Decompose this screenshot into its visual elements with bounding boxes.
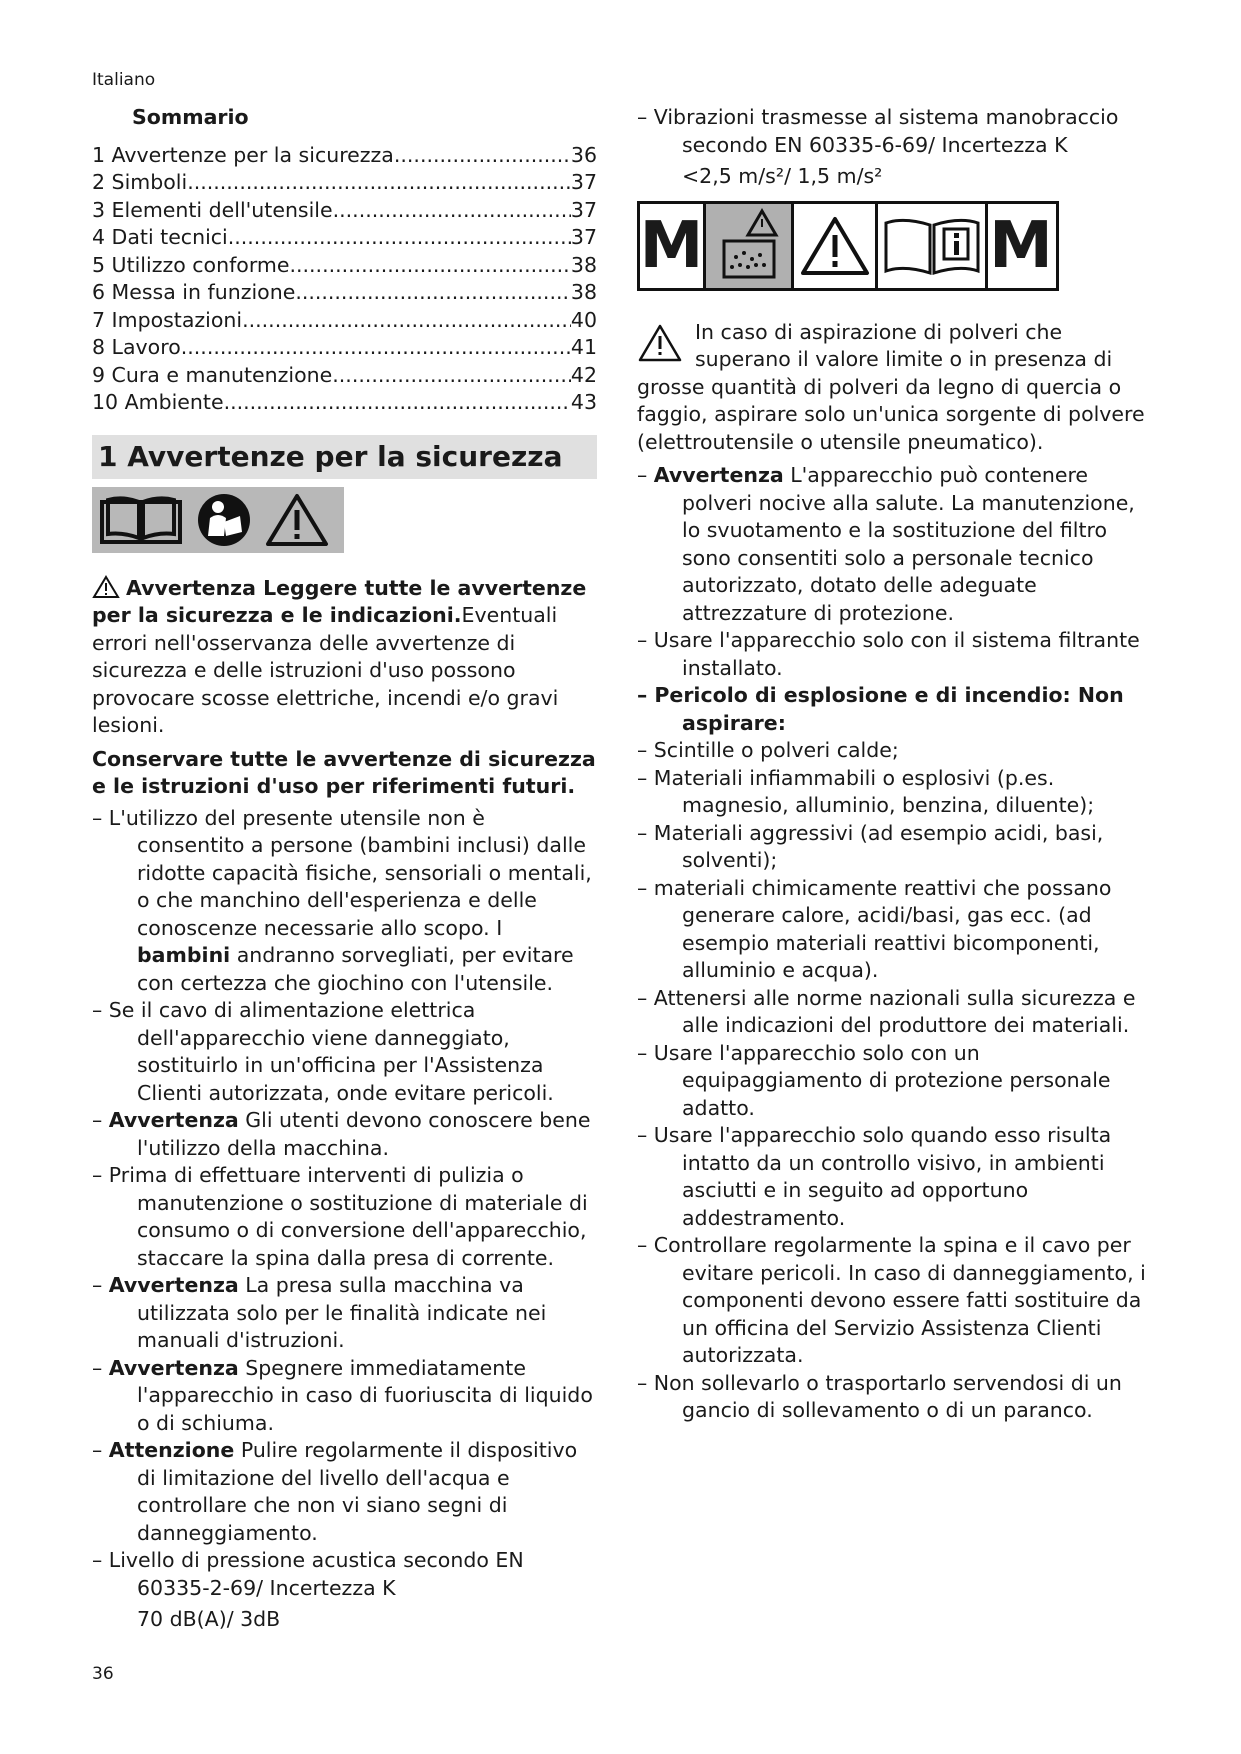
warning-triangle-icon bbox=[264, 492, 330, 548]
read-manual-icon bbox=[196, 492, 252, 548]
dust-hazard-icon bbox=[710, 207, 788, 285]
dust-hazard-symbol bbox=[706, 204, 794, 288]
language-label: Italiano bbox=[92, 70, 156, 90]
list-item: – Attenzione Pulire regolarmente il dispositivo di limitazione del livello dell'acqua e controllare che non vi siano segni di danneggiamento. bbox=[92, 1437, 597, 1547]
toc-item[interactable]: 6 Messa in funzione ..... 38 bbox=[92, 279, 597, 307]
right-column bbox=[637, 104, 1149, 1425]
general-warning: Avvertenza Leggere tutte le avvertenze per la sicurezza e le indicazioni.Eventuali errori nell'osservanza delle avvertenze di sicurezza e delle istruzioni d'uso possono provocare scosse elettriche, incendi e/o gravi lesioni. bbox=[92, 575, 587, 737]
list-item: – Livello di pressione acustica secondo EN 60335-2-69/ Incertezza K 70 dB(A)/ 3dB bbox=[92, 1547, 597, 1634]
list-item: – Avvertenza Spegnere immediatamente l'apparecchio in caso di fuoriuscita di liquido o di schiuma. bbox=[92, 1355, 597, 1438]
vibration-value: <2,5 m/s²/ 1,5 m/s² bbox=[682, 164, 883, 188]
list-item: – Avvertenza L'apparecchio può contenere polveri nocive alla salute. La manutenzione, lo svuotamento e la sostituzione del filtro sono consentiti solo a personale tecnico autorizzato, dotato delle adeguate attrezzature di protezione. bbox=[637, 462, 1149, 627]
toc-item[interactable]: 10 Ambiente ..... 43 bbox=[92, 389, 597, 417]
page-number: 36 bbox=[92, 1664, 114, 1684]
toc-item[interactable]: 5 Utilizzo conforme ..... 38 bbox=[92, 252, 597, 280]
safety-icons-panel bbox=[92, 487, 344, 553]
list-item: – Avvertenza La presa sulla macchina va utilizzata solo per le finalità indicate nei manuali d'istruzioni. bbox=[92, 1272, 597, 1355]
left-column bbox=[92, 104, 597, 1634]
manual-info-icon bbox=[882, 213, 982, 279]
warning-symbol bbox=[794, 204, 878, 288]
list-item: – Avvertenza Gli utenti devono conoscere bene l'utilizzo della macchina. bbox=[92, 1107, 597, 1162]
list-item: – Non sollevarlo o trasportarlo servendosi di un gancio di sollevamento o di un paranco. bbox=[637, 1370, 1149, 1425]
sound-pressure-value: 70 dB(A)/ 3dB bbox=[137, 1607, 281, 1631]
vibration-list bbox=[637, 104, 1149, 191]
list-item: – Usare l'apparecchio solo quando esso risulta intatto da un controllo visivo, in ambienti asciutti e in seguito ad opportuno addestramento. bbox=[637, 1122, 1149, 1232]
toc-item[interactable]: 4 Dati tecnici ..... 37 bbox=[92, 224, 597, 252]
toc-item[interactable]: 1 Avvertenze per la sicurezza ..... 36 bbox=[92, 142, 597, 170]
toc-title: Sommario bbox=[132, 105, 249, 129]
toc-item[interactable]: 8 Lavoro ..... 41 bbox=[92, 334, 597, 362]
toc-item[interactable]: 3 Elementi dell'utensile ..... 37 bbox=[92, 197, 597, 225]
left-safety-list bbox=[92, 805, 597, 1634]
right-safety-list bbox=[637, 462, 1149, 1425]
toc-item[interactable]: 7 Impostazioni ..... 40 bbox=[92, 307, 597, 335]
list-item: – materiali chimicamente reattivi che possano generare calore, acidi/basi, gas ecc. (ad esempio materiali reattivi bicomponenti, alluminio e acqua). bbox=[637, 875, 1149, 985]
list-item: – Pericolo di esplosione e di incendio: Non aspirare: bbox=[637, 682, 1149, 737]
toc-item[interactable]: 2 Simboli ..... 37 bbox=[92, 169, 597, 197]
dust-class-m-left: M bbox=[640, 204, 706, 288]
list-item: – Prima di effettuare interventi di pulizia o manutenzione o sostituzione di materiale di consumo o di conversione dell'apparecchio, staccare la spina dalla presa di corrente. bbox=[92, 1162, 597, 1272]
list-item: – Controllare regolarmente la spina e il cavo per evitare pericoli. In caso di danneggiamento, i componenti devono essere fatti sostituire da un officina del Servizio Assistenza Clienti autorizzata. bbox=[637, 1232, 1149, 1370]
keep-instructions-note: Conservare tutte le avvertenze di sicurezza e le istruzioni d'uso per riferimenti futuri. bbox=[92, 746, 596, 798]
warning-icon bbox=[92, 575, 120, 599]
list-item: – Vibrazioni trasmesse al sistema manobraccio secondo EN 60335-6-69/ Incertezza K <2,5 m/s²/ 1,5 m/s² bbox=[637, 104, 1149, 191]
section-heading: 1 Avvertenze per la sicurezza bbox=[92, 435, 597, 479]
manual-info-symbol bbox=[878, 204, 988, 288]
manual-book-icon bbox=[98, 494, 184, 546]
dust-class-m-right: M bbox=[989, 208, 1053, 283]
list-item: – Materiali infiammabili o esplosivi (p.es. magnesio, alluminio, benzina, diluente); bbox=[637, 765, 1149, 820]
warning-icon bbox=[637, 323, 683, 363]
list-item: – Scintille o polveri calde; bbox=[637, 737, 1149, 765]
list-item: – Usare l'apparecchio solo con un equipaggiamento di protezione personale adatto. bbox=[637, 1040, 1149, 1123]
symbols-strip bbox=[637, 201, 1059, 291]
toc-list bbox=[92, 142, 597, 417]
list-item: – Usare l'apparecchio solo con il sistema filtrante installato. bbox=[637, 627, 1149, 682]
dust-warning: In caso di aspirazione di polveri che superano il valore limite o in presenza di grosse quantità di polveri da legno di quercia o faggio, aspirare solo un'unica sorgente di polvere (elettroutensile o utensile pneumatico). bbox=[637, 319, 1145, 454]
list-item: – L'utilizzo del presente utensile non è consentito a persone (bambini inclusi) dalle ridotte capacità fisiche, sensoriali o mentali, o che manchino dell'esperienza e delle conoscenze necessarie allo scopo. I bambini andranno sorvegliati, per evitare con certezza che giochino con l'utensile. bbox=[92, 805, 597, 998]
warning-triangle-icon bbox=[799, 213, 871, 279]
toc-item[interactable]: 9 Cura e manutenzione ..... 42 bbox=[92, 362, 597, 390]
list-item: – Materiali aggressivi (ad esempio acidi, basi, solventi); bbox=[637, 820, 1149, 875]
list-item: – Se il cavo di alimentazione elettrica dell'apparecchio viene danneggiato, sostituirlo in un'officina per l'Assistenza Clienti autorizzata, onde evitare pericoli. bbox=[92, 997, 597, 1107]
list-item: – Attenersi alle norme nazionali sulla sicurezza e alle indicazioni del produttore dei materiali. bbox=[637, 985, 1149, 1040]
